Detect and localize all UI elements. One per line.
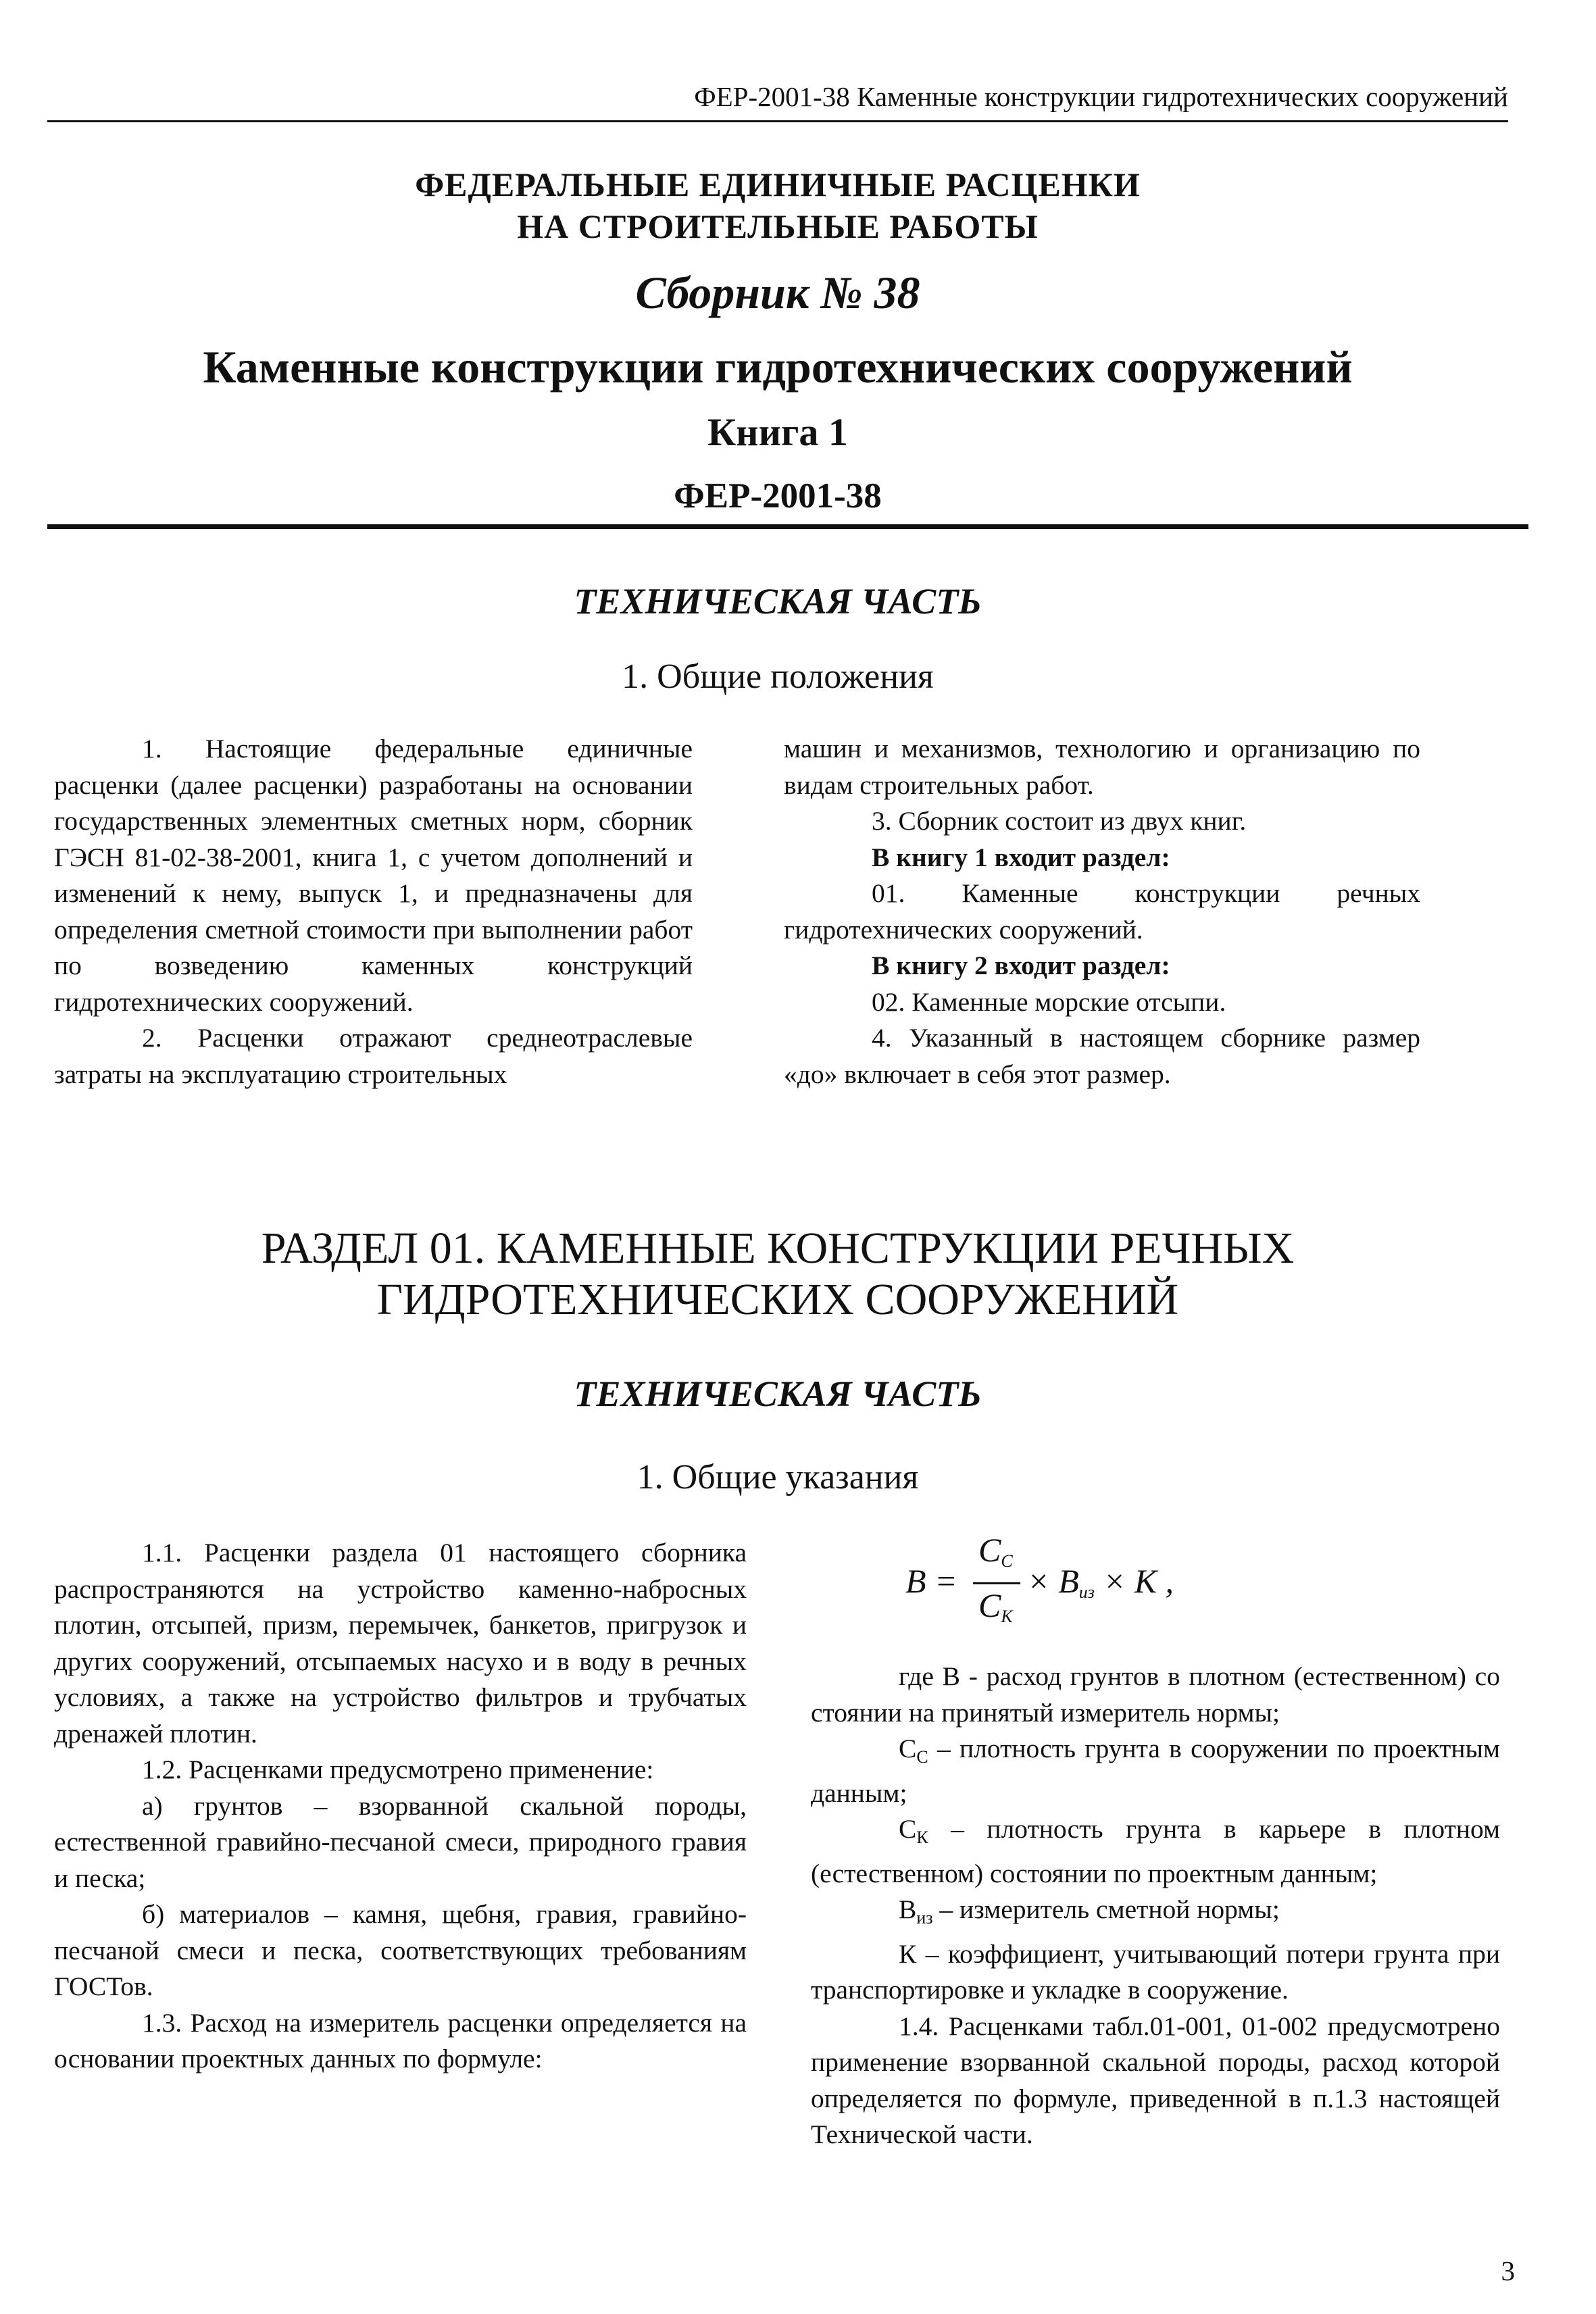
- formula-numerator: $C_C$: [978, 1531, 1013, 1571]
- paragraph: где В - расход грунтов в плотном (естественном) со стоянии на принятый измеритель нормы;: [811, 1661, 1500, 1728]
- paragraph: 3. Сборник состоит из двух книг.: [872, 806, 1247, 836]
- paragraph: 1.2. Расценками предусмотрено применение:: [142, 1755, 654, 1784]
- document-title: [47, 164, 1508, 247]
- general-instructions-right-column: [811, 1659, 1500, 2153]
- header-rule: [47, 120, 1508, 122]
- paragraph: К – коэффициент, учитывающий потери грунта при транспортировке и укладке в сооружение.: [811, 1938, 1500, 2005]
- running-header: ФЕР-2001-38 Каменные конструкции гидротехнических сооружений: [694, 81, 1508, 112]
- technical-part-heading: ТЕХНИЧЕСКАЯ ЧАСТЬ: [574, 581, 982, 622]
- book-number: Книга 1: [707, 410, 848, 454]
- definition-ck: $С_К$ – плотность грунта в карьере в плотном (естественном) состоянии по проектным данным;: [811, 1814, 1500, 1888]
- section-title-line-2: ГИДРОТЕХНИЧЕСКИХ СООРУЖЕНИЙ: [376, 1275, 1179, 1324]
- paragraph: 1. Настоящие федеральные единичные расценки (далее расценки) разработаны на основании государственных элементных сметных норм, сборник ГЭСН 81-02-38-2001, книга 1, с учетом дополнений и изменений к нему, выпуск 1, и предназначены для определения сметной стоимости при выполнении работ по возведению каменных конструкций гидротехнических сооружений.: [54, 734, 693, 1017]
- general-instructions-heading: 1. Общие указания: [637, 1458, 919, 1496]
- definition-cc: $С_С$ – плотность грунта в сооружении по проектным данным;: [811, 1734, 1500, 1808]
- paragraph: б) материалов – камня, щебня, гравия, гравийно-песчаной смеси и песка, соответствующих требованиям ГОСТов.: [54, 1899, 747, 2001]
- formula-rest: × $B_{из} \times K$ ,: [1027, 1562, 1174, 1602]
- title-line-1: ФЕДЕРАЛЬНЫЕ ЕДИНИЧНЫЕ РАСЦЕНКИ: [415, 166, 1141, 203]
- formula-lhs: B =: [905, 1562, 957, 1600]
- collection-name: Каменные конструкции гидротехнических сооружений: [203, 341, 1353, 393]
- paragraph: 1.3. Расход на измеритель расценки определяется на основании проектных данных по формуле:: [54, 2007, 747, 2073]
- general-provisions-right-column: [784, 731, 1420, 1092]
- paragraph: машин и механизмов, технологию и организацию по видам строительных работ.: [784, 734, 1420, 800]
- technical-part-heading: ТЕХНИЧЕСКАЯ ЧАСТЬ: [574, 1374, 982, 1414]
- paragraph: 4. Указанный в настоящем сборнике размер «до» включает в себя этот размер.: [784, 1023, 1420, 1089]
- title-line-2: НА СТРОИТЕЛЬНЫЕ РАБОТЫ: [517, 207, 1039, 245]
- section-title-line-1: РАЗДЕЛ 01. КАМЕННЫЕ КОНСТРУКЦИИ РЕЧНЫХ: [261, 1224, 1295, 1273]
- paragraph: В книгу 2 входит раздел:: [872, 951, 1170, 980]
- collection-number: Сборник № 38: [635, 267, 920, 318]
- paragraph: 01. Каменные конструкции речных гидротехнических сооружений.: [784, 878, 1420, 945]
- page-number: 3: [1501, 2255, 1515, 2286]
- paragraph: 2. Расценки отражают среднеотраслевые затраты на эксплуатацию строительных: [54, 1023, 693, 1089]
- paragraph: а) грунтов – взорванной скальной породы, естественной гравийно-песчаной смеси, природного гравия и песка;: [54, 1790, 747, 1893]
- paragraph: 1.4. Расценками табл.01-001, 01-002 предусмотрено применение взорванной скальной породы, расход которой определяется по формуле, приведенной в п.1.3 настоящей Технической части.: [811, 2011, 1500, 2149]
- section-01-title: [47, 1223, 1508, 1326]
- title-rule: [47, 524, 1528, 529]
- definition-biz: $В_{из}$ – измеритель сметной нормы;: [899, 1894, 1280, 1928]
- paragraph: 02. Каменные морские отсыпи.: [872, 986, 1226, 1017]
- consumption-formula: [905, 1530, 1243, 1632]
- document-code: ФЕР-2001-38: [674, 476, 882, 515]
- paragraph: 1.1. Расценки раздела 01 настоящего сборника распространяются на устройство каменно-набросных плотин, отсыпей, призм, перемычек, банкетов, пригрузок и других сооружений, отсыпаемых насухо и в воду в речных условиях, а также на устройство фильтров и трубчатых дренажей плотин.: [54, 1538, 747, 1749]
- general-instructions-left-column: [54, 1535, 747, 2078]
- formula-denominator: $C_K$: [978, 1586, 1013, 1626]
- paragraph: В книгу 1 входит раздел:: [872, 842, 1170, 872]
- general-provisions-left-column: [54, 731, 693, 1092]
- fraction-bar: [973, 1582, 1020, 1584]
- general-provisions-heading: 1. Общие положения: [622, 657, 934, 696]
